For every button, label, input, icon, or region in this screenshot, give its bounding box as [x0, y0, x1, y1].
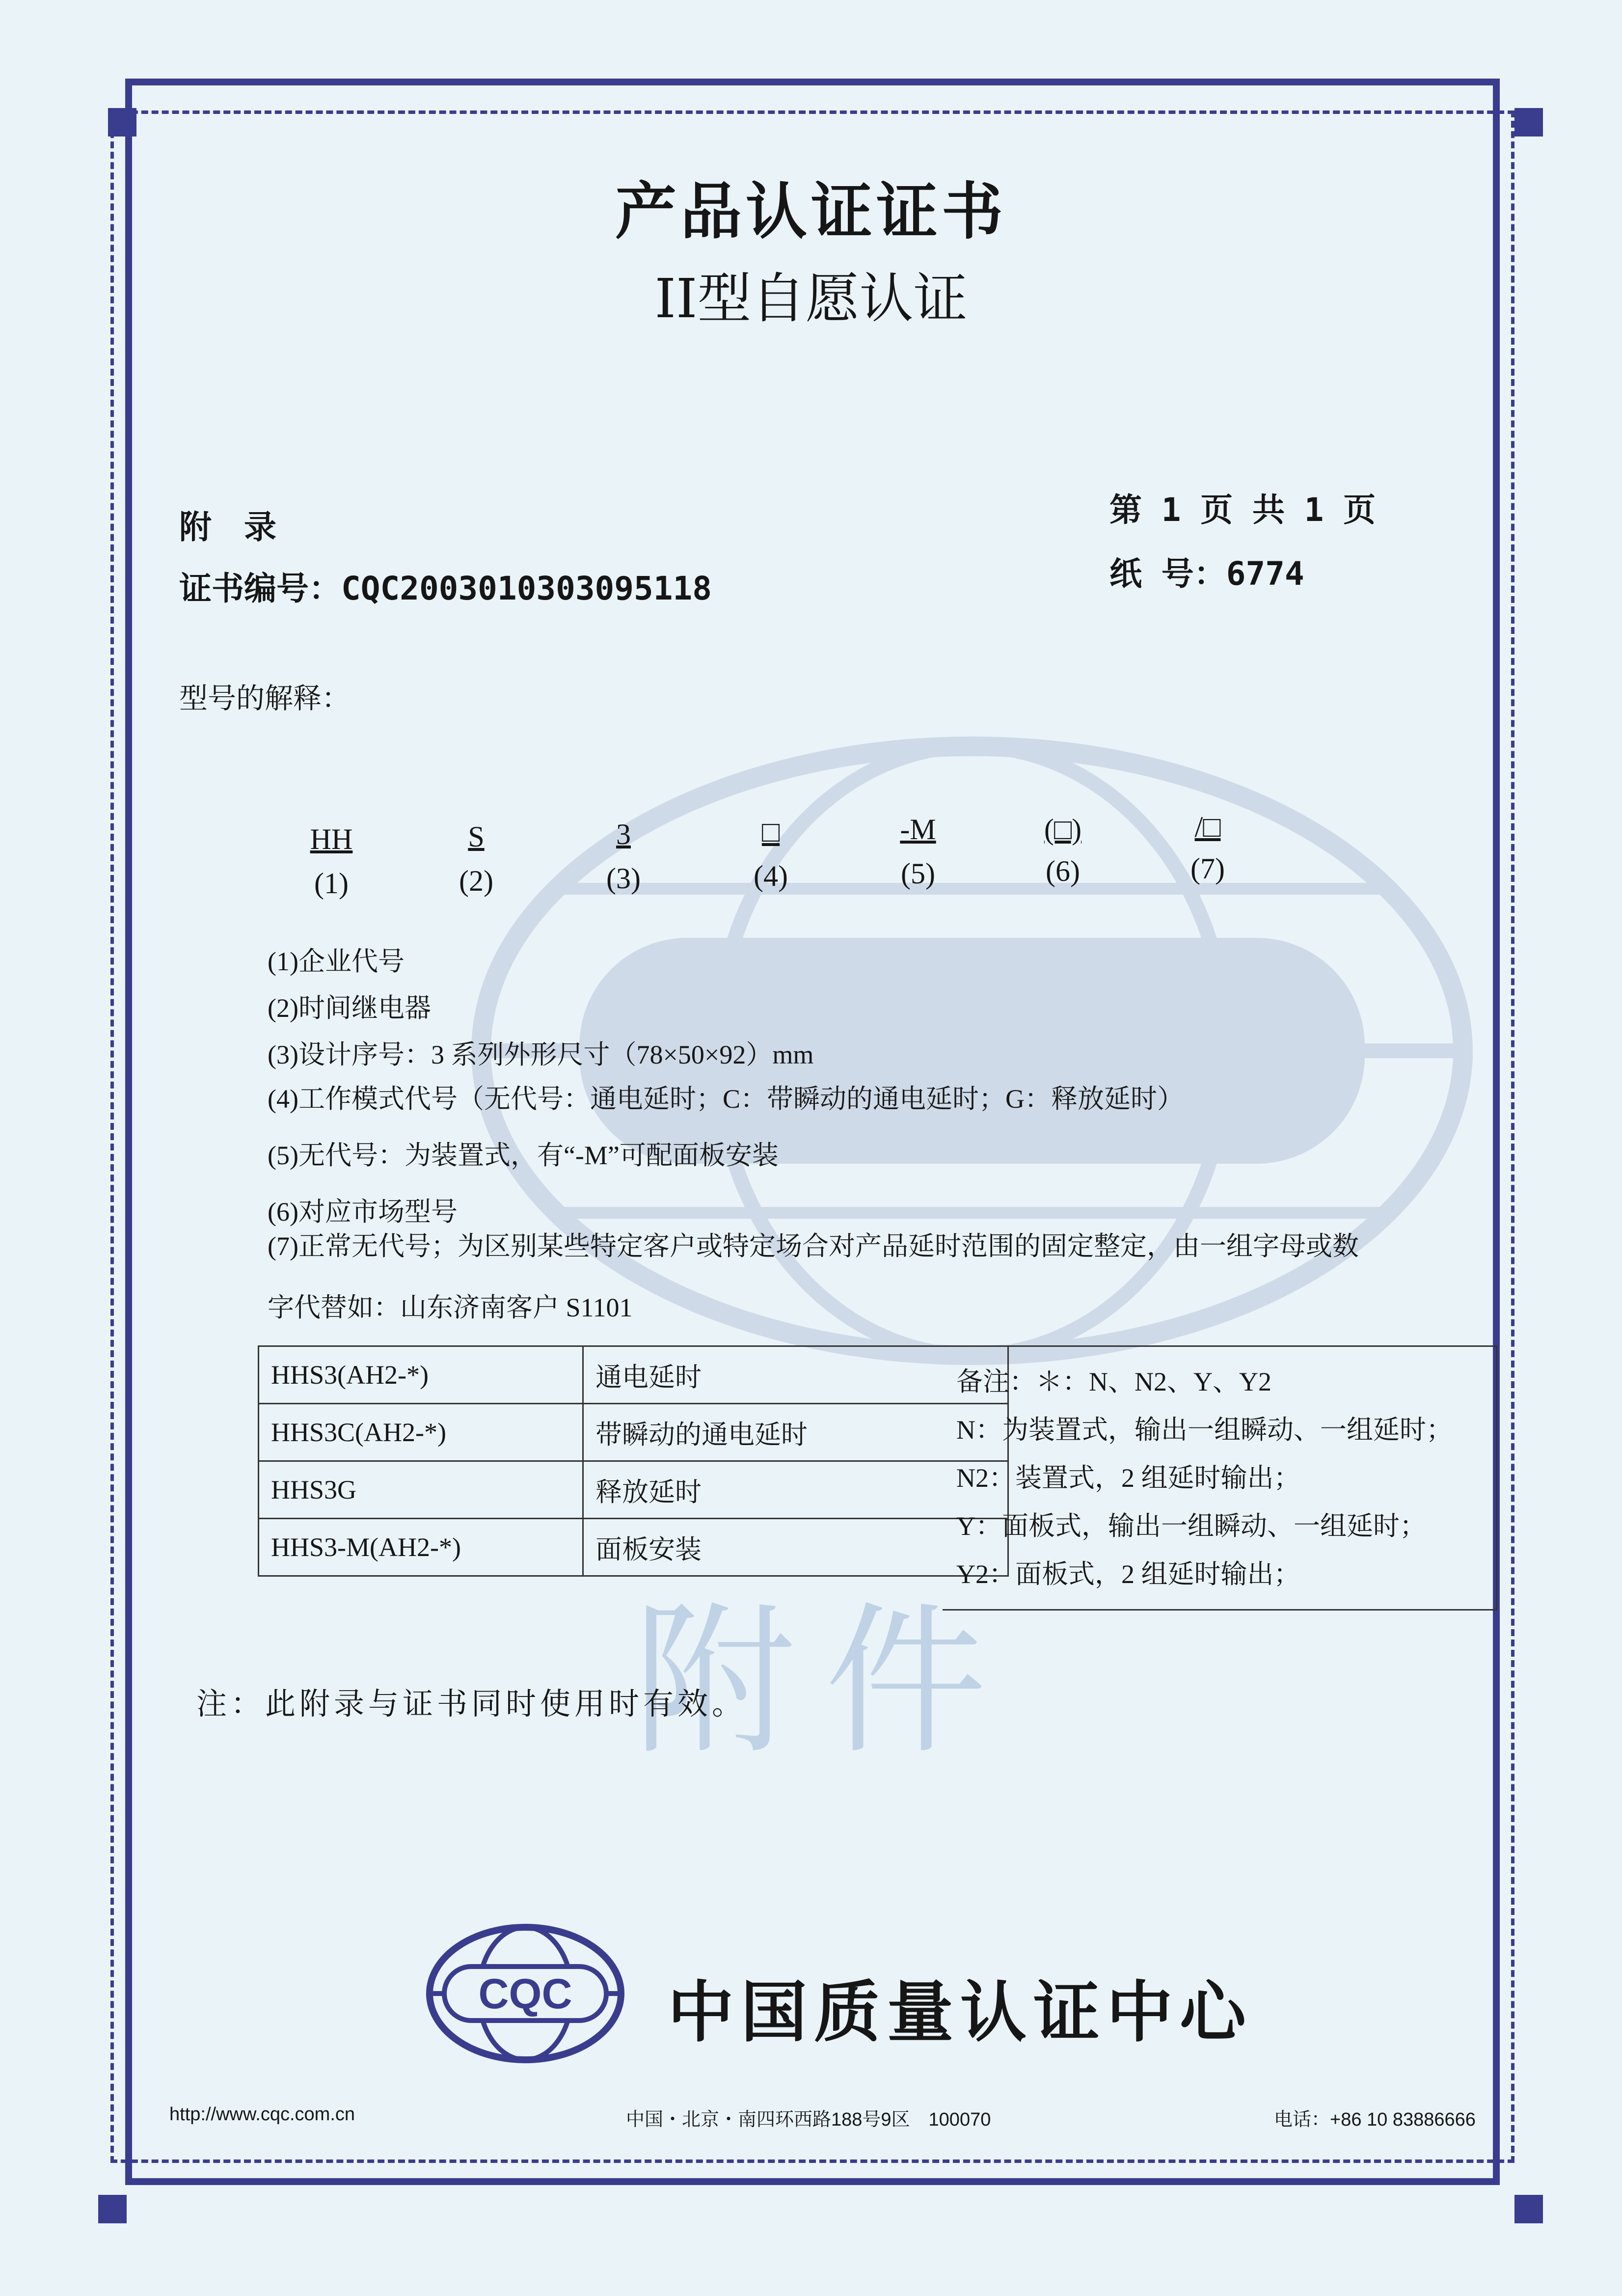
cert-number-label: 证书编号：	[179, 570, 341, 607]
corner-ornament-top-right	[1514, 108, 1543, 137]
explanation-item: (7)正常无代号；为区别某些特定客户或特定场合对产品延时范围的固定整定，由一组字母或数	[268, 1231, 1359, 1261]
cert-number: CQC2003010303095118	[341, 570, 712, 607]
remark-line: N2：装置式，2 组延时输出；	[956, 1463, 1300, 1493]
remark-line: 备注：＊：N、N2、Y、Y2	[956, 1367, 1271, 1396]
model-cell: HHS3G	[259, 1461, 583, 1519]
remark-line: N：为装置式，输出一组瞬动、一组延时；	[956, 1415, 1453, 1445]
explanation-item: (3)设计序号：3 系列外形尺寸（78×50×92）mm	[268, 1040, 814, 1069]
explanation-item: (1)企业代号	[268, 947, 405, 976]
model-cell: HHS3-M(AH2-*)	[259, 1519, 583, 1576]
certificate-title: 产品认证证书	[615, 176, 1007, 247]
validity-note: 注：此附录与证书同时使用时有效。	[196, 1686, 747, 1722]
model-table	[258, 1345, 1009, 1577]
explanation-item: (6)对应市场型号	[268, 1197, 458, 1227]
cqc-logo-text: CQC	[478, 1970, 572, 2018]
model-cell: HHS3(AH2-*)	[259, 1346, 583, 1404]
remark-line: Y2：面板式，2 组延时输出；	[956, 1559, 1300, 1589]
table-row	[259, 1461, 1008, 1519]
model-code-part: □	[761, 816, 780, 848]
certificate-subtitle: II型自愿认证	[654, 267, 968, 330]
table-row	[259, 1404, 1008, 1461]
footer-phone: 电话：+86 10 83886666	[1274, 2109, 1476, 2130]
explanation-item: (5)无代号：为装置式，有“-M”可配面板安装	[268, 1141, 779, 1170]
description-cell: 面板安装	[583, 1519, 1008, 1576]
remark-line: Y：面板式，输出一组瞬动、一组延时；	[956, 1511, 1426, 1541]
model-code-index: (5)	[901, 857, 935, 890]
model-code-part: /□	[1194, 811, 1221, 843]
table-row	[259, 1519, 1008, 1576]
model-code-index: (7)	[1190, 852, 1225, 885]
paper-number: 6774	[1226, 555, 1304, 593]
model-code-part: HH	[310, 823, 353, 855]
explanation-item: 字代替如：山东济南客户 S1101	[268, 1293, 633, 1322]
organization-name: 中国质量认证中心	[668, 1974, 1253, 2051]
annex-stamp-watermark: 附件	[633, 1587, 1016, 1776]
remarks-cell	[943, 1345, 1497, 1611]
cert-number-row	[179, 562, 712, 609]
description-cell: 释放延时	[583, 1461, 1008, 1519]
model-code-part: 3	[616, 818, 631, 850]
footer-address: 中国・北京・南四环西路188号9区 100070	[626, 2109, 991, 2130]
paper-number-label: 纸 号：	[1109, 555, 1226, 593]
model-code-index: (4)	[754, 860, 788, 892]
model-code-index: (3)	[606, 862, 641, 895]
appendix-label: 附 录	[179, 508, 276, 546]
description-cell: 带瞬动的通电延时	[583, 1404, 1008, 1461]
paper-number-row	[1109, 547, 1304, 594]
model-code-part: (□)	[1044, 813, 1082, 846]
model-code-index: (6)	[1046, 855, 1080, 887]
model-code-part: S	[468, 820, 485, 853]
corner-ornament-bottom-left	[98, 2195, 127, 2223]
model-cell: HHS3C(AH2-*)	[259, 1404, 583, 1461]
corner-ornament-top-left	[108, 108, 136, 137]
page-info: 第 1 页 共 1 页	[1109, 491, 1376, 529]
model-heading: 型号的解释：	[179, 682, 351, 715]
model-code-index: (2)	[459, 865, 493, 897]
cqc-logo	[422, 1920, 628, 2067]
footer-website[interactable]: http://www.cqc.com.cn	[169, 2104, 355, 2125]
description-cell: 通电延时	[583, 1346, 1008, 1404]
explanation-item: (4)工作模式代号（无代号：通电延时；C：带瞬动的通电延时；G：释放延时）	[268, 1084, 1184, 1114]
corner-ornament-bottom-right	[1514, 2195, 1543, 2223]
explanation-item: (2)时间继电器	[268, 993, 431, 1023]
table-row	[259, 1346, 1008, 1404]
model-code-index: (1)	[314, 867, 349, 900]
model-code-part: -M	[900, 813, 936, 846]
